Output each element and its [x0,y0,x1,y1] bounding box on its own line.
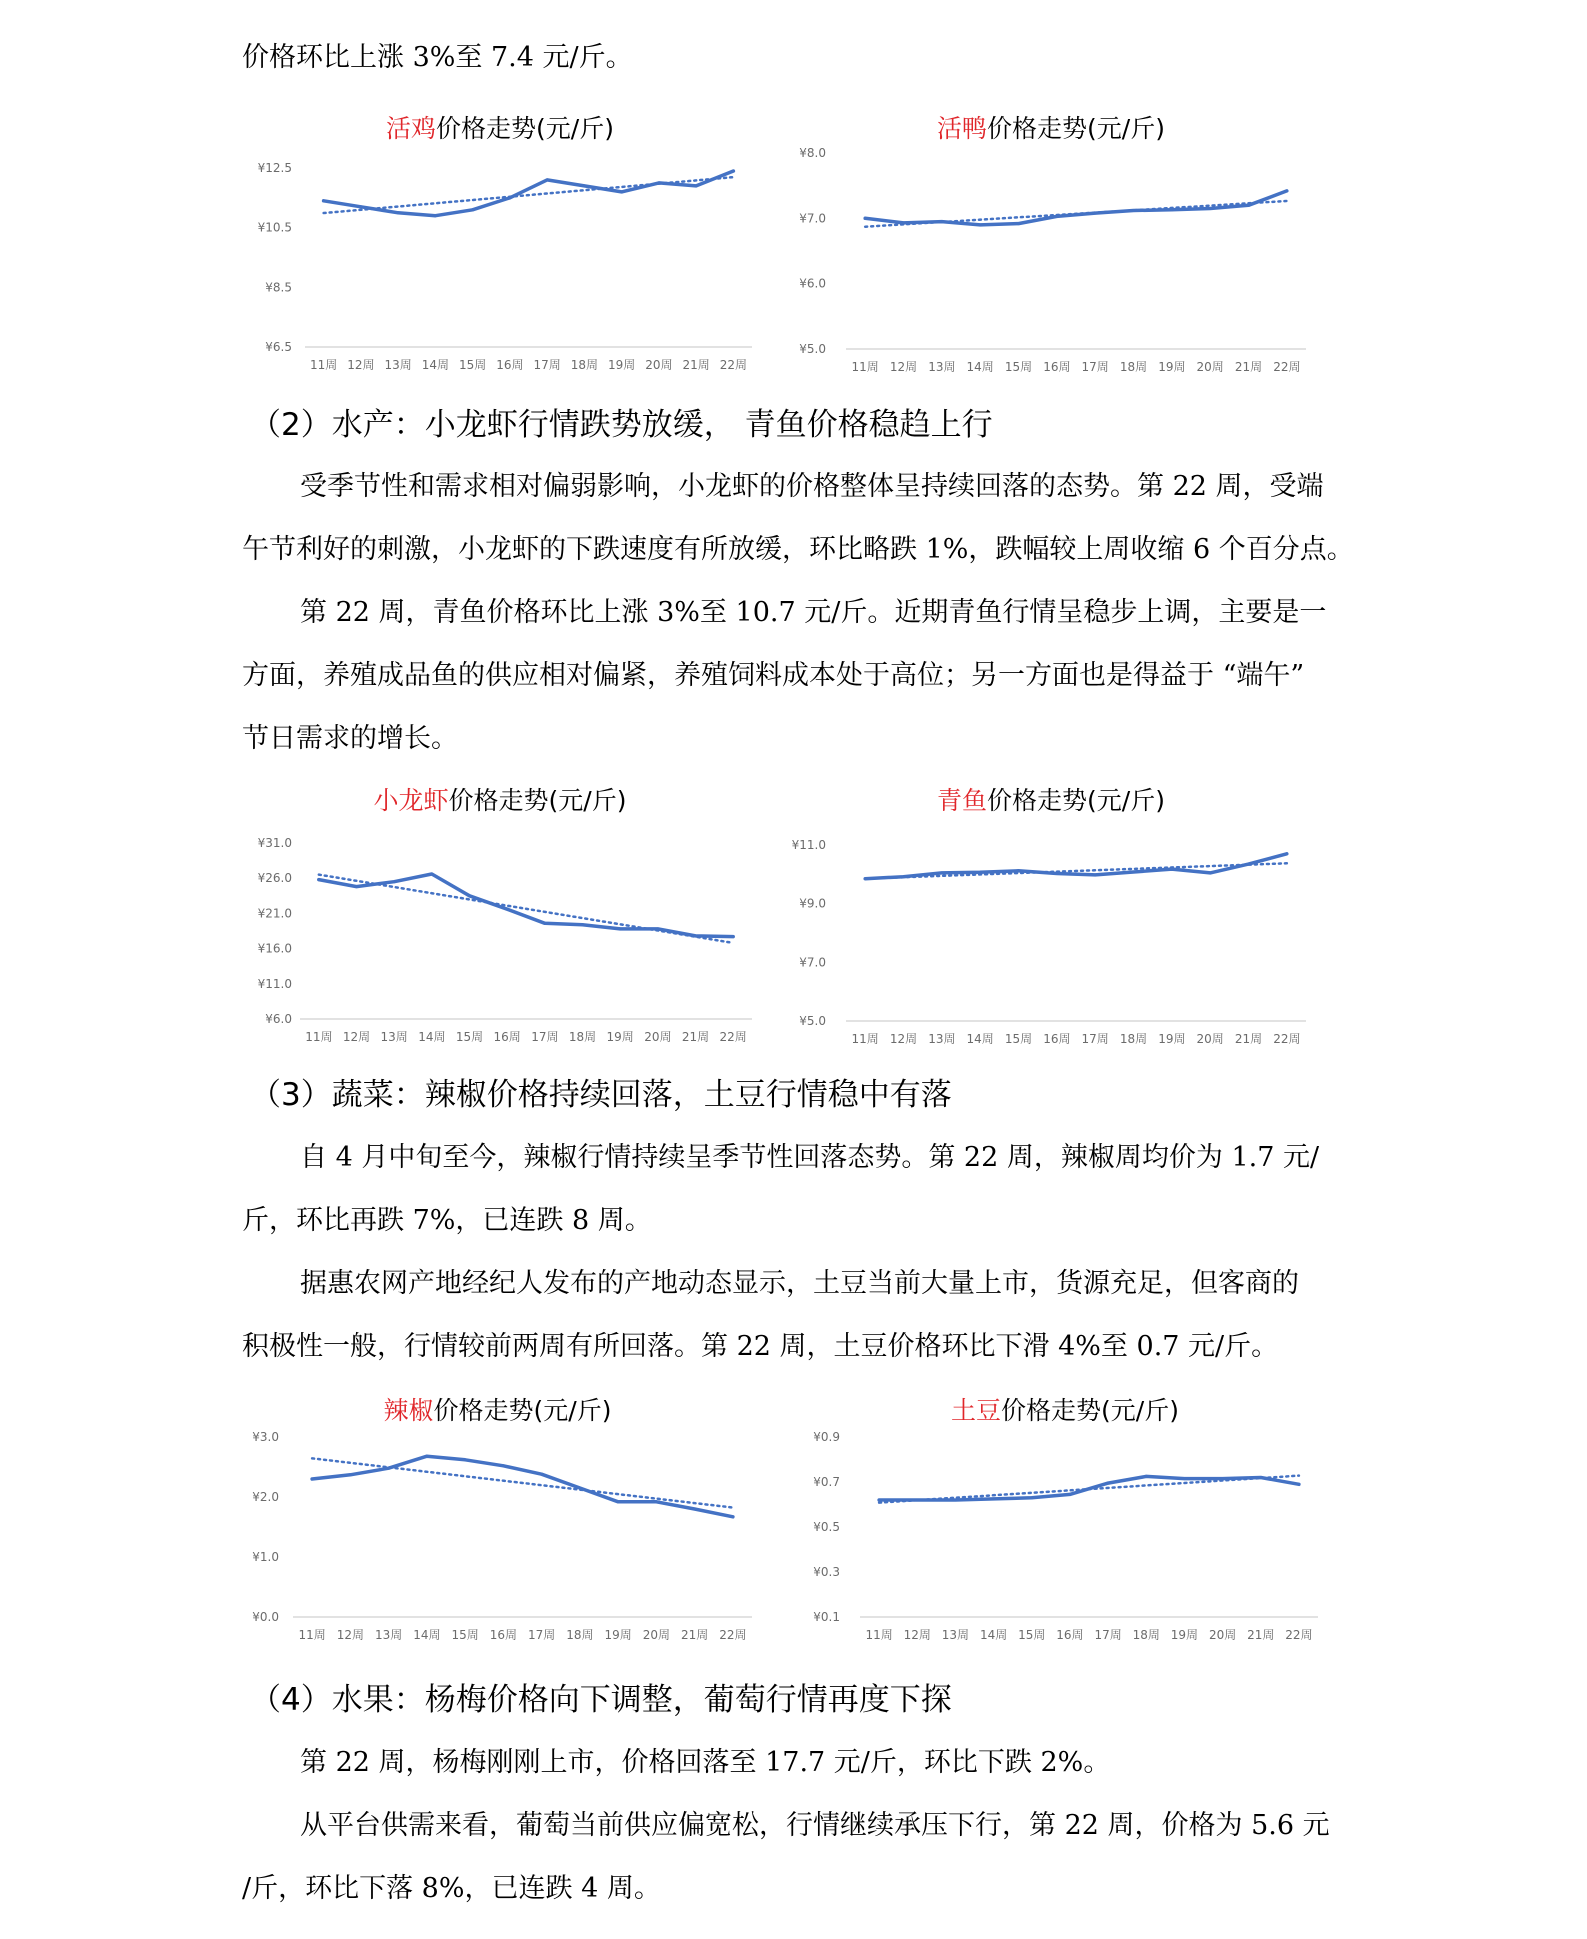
y-tick-label: ¥21.0 [257,906,292,921]
data-point [864,877,867,880]
x-tick-label: 19周 [1158,360,1186,374]
data-point [1170,208,1173,211]
x-tick-label: 16周 [1043,1032,1071,1046]
x-tick-label: 11周 [851,1032,879,1046]
x-tick-label: 12周 [342,1030,371,1044]
x-tick-label: 17周 [527,1628,556,1642]
data-point [1183,1477,1186,1480]
data-point [1297,1483,1300,1486]
x-tick-label: 13周 [384,358,412,372]
data-point [1055,215,1058,218]
x-tick-label: 16周 [489,1628,518,1642]
data-point [1017,222,1020,225]
data-point [656,927,659,930]
data-point [1209,207,1212,210]
section-heading: （3）蔬菜：辣椒价格持续回落，土豆行情稳中有落 [250,1077,952,1113]
y-tick-label: ¥11.0 [791,838,826,852]
y-tick-label: ¥0.0 [252,1610,279,1624]
x-tick-label: 18周 [1119,1032,1148,1046]
x-tick-label: 20周 [1208,1628,1237,1642]
data-point [425,1455,428,1458]
y-tick-label: ¥8.5 [265,280,292,295]
y-tick-label: ¥0.7 [813,1475,840,1489]
x-tick-label: 11周 [305,1030,333,1044]
y-tick-label: ¥10.5 [257,220,292,235]
paragraph-line: 积极性一般，行情较前两周有所回落。第 22 周，土豆价格环比下滑 4%至 0.7 元/斤。 [242,1331,1279,1362]
x-tick-label: 20周 [1196,360,1224,374]
data-point [464,1458,467,1461]
data-point [1107,1482,1110,1485]
x-tick-label: 16周 [496,358,524,372]
x-tick-label: 16周 [1056,1628,1084,1642]
x-tick-label: 17周 [1081,1032,1109,1046]
x-tick-label: 13周 [941,1628,970,1642]
live-chicken-price-chart [240,113,760,385]
data-point [1221,1477,1224,1480]
x-tick-label: 17周 [531,1030,559,1044]
x-tick-label: 20周 [644,1030,672,1044]
paragraph-line: 据惠农网产地经纪人发布的产地动态显示，土豆当前大量上市，货源充足，但客商的 [300,1268,1299,1299]
chart-title-rest: 价格走势(元/斤) [433,1396,612,1425]
x-tick-label: 18周 [568,1030,597,1044]
data-point [732,169,735,172]
x-tick-label: 13周 [380,1030,408,1044]
series-line [319,874,733,937]
data-point [695,184,698,187]
y-tick-label: ¥6.0 [265,1012,292,1026]
data-point [468,894,471,897]
x-tick-label: 19周 [607,358,636,372]
chart-title-highlight: 活鸭 [937,114,988,143]
data-point [1247,863,1250,866]
data-point [732,935,735,938]
x-tick-label: 14周 [966,1032,994,1046]
y-tick-label: ¥1.0 [252,1550,279,1564]
chart-title-highlight: 青鱼 [937,786,988,815]
live-duck-price-chart [786,113,1316,385]
x-tick-label: 22周 [1285,1628,1313,1642]
paragraph-line: 第 22 周，杨梅刚刚上市，价格回落至 17.7 元/斤，环比下跌 2%。 [300,1747,1111,1778]
y-tick-label: ¥6.5 [265,340,292,354]
data-point [397,211,400,214]
x-tick-label: 22周 [719,1030,747,1044]
y-tick-label: ¥2.0 [252,1490,279,1504]
data-point [355,885,358,888]
x-tick-label: 14周 [979,1628,1008,1642]
x-tick-label: 13周 [928,360,956,374]
x-tick-label: 11周 [298,1628,326,1642]
data-point [311,1478,314,1481]
y-tick-label: ¥26.0 [257,871,292,886]
section-heading: （4）水果：杨梅价格向下调整，葡萄行情再度下探 [250,1682,952,1718]
x-tick-label: 15周 [1004,360,1033,374]
x-tick-label: 21周 [681,1030,710,1044]
data-point [1285,189,1288,192]
data-point [1094,212,1097,215]
x-tick-label: 17周 [533,358,561,372]
y-tick-label: ¥0.9 [813,1430,840,1444]
data-point [694,934,697,937]
x-tick-label: 21周 [680,1628,709,1642]
y-tick-label: ¥6.0 [799,276,826,291]
y-tick-label: ¥0.5 [813,1520,840,1534]
data-point [1030,1496,1033,1499]
trendline [312,1458,733,1507]
x-tick-label: 16周 [493,1030,521,1044]
x-tick-label: 14周 [418,1030,446,1044]
data-point [655,1500,658,1503]
data-point [1017,869,1020,872]
data-point [349,1473,352,1476]
x-tick-label: 12周 [336,1628,365,1642]
paragraph-line: 节日需求的增长。 [242,723,458,754]
data-point [430,872,433,875]
x-tick-label: 11周 [309,358,338,372]
y-tick-label: ¥5.0 [799,342,826,356]
x-tick-label: 12周 [903,1628,931,1642]
paragraph-line: 价格环比上涨 3%至 7.4 元/斤。 [242,42,633,73]
chart-title-highlight: 辣椒 [383,1396,434,1425]
x-tick-label: 11周 [851,360,879,374]
series-line [324,171,734,216]
potato-price-chart [800,1395,1330,1665]
paragraph-line: 方面，养殖成品鱼的供应相对偏紧，养殖饲料成本处于高位；另一方面也是得益于 “端午” [242,660,1305,691]
x-tick-label: 17周 [1081,360,1109,374]
chart-title-rest: 价格走势(元/斤) [987,786,1165,815]
data-point [1259,1476,1262,1479]
x-tick-label: 18周 [1132,1628,1160,1642]
y-tick-label: ¥0.3 [813,1565,840,1579]
y-tick-label: ¥12.5 [257,161,292,175]
series-line [312,1456,733,1517]
data-point [657,181,660,184]
x-tick-label: 12周 [889,360,918,374]
x-tick-label: 14周 [413,1628,441,1642]
x-tick-label: 18周 [570,358,599,372]
x-tick-label: 12周 [347,358,375,372]
x-tick-label: 19周 [606,1030,634,1044]
chart-plot-area [240,785,760,1047]
chart-title-rest: 价格走势(元/斤) [448,786,627,815]
y-tick-label: ¥8.0 [799,146,826,160]
paragraph-line: 从平台供需来看，葡萄当前供应偏宽松，行情继续承压下行，第 22 周，价格为 5.6 元 [300,1810,1330,1841]
x-tick-label: 19周 [1170,1628,1199,1642]
data-point [540,1473,543,1476]
data-point [731,1515,734,1518]
data-point [506,908,509,911]
data-point [619,927,622,930]
data-point [359,205,362,208]
x-tick-label: 22周 [1273,360,1301,374]
x-tick-label: 21周 [1247,1628,1275,1642]
data-point [1132,209,1135,212]
chart-title-highlight: 小龙虾 [373,786,449,815]
data-point [1170,868,1173,871]
data-point [543,922,546,925]
data-point [992,1497,995,1500]
x-tick-label: 11周 [865,1628,893,1642]
series-line [879,1476,1299,1500]
x-tick-label: 18周 [1119,360,1148,374]
data-point [940,871,943,874]
data-point [578,1487,581,1490]
chart-title-highlight: 土豆 [951,1396,1002,1425]
paragraph-line: /斤，环比下落 8%，已连跌 4 周。 [242,1873,661,1904]
section-heading: （2）水产：小龙虾行情跌势放缓， 青鱼价格稳趋上行 [250,407,993,443]
x-tick-label: 19周 [1158,1032,1186,1046]
data-point [617,1500,620,1503]
y-tick-label: ¥5.0 [799,1014,826,1028]
data-point [1094,873,1097,876]
data-point [902,875,905,878]
data-point [1068,1493,1071,1496]
data-point [502,1464,505,1467]
chart-title-highlight: 活鸡 [386,114,437,143]
x-tick-label: 20周 [645,358,673,372]
data-point [1132,870,1135,873]
black-carp-price-chart [786,785,1316,1047]
chili-price-chart [235,1395,760,1665]
x-tick-label: 17周 [1094,1628,1122,1642]
y-tick-label: ¥9.0 [799,896,826,911]
chart-title-rest: 价格走势(元/斤) [1001,1396,1179,1425]
x-tick-label: 15周 [455,1030,484,1044]
data-point [902,221,905,224]
data-point [322,199,325,202]
paragraph-line: 第 22 周，青鱼价格环比上涨 3%至 10.7 元/斤。近期青鱼行情呈稳步上调，主要是一 [300,597,1327,628]
data-point [1247,204,1250,207]
data-point [434,214,437,217]
x-tick-label: 21周 [682,358,710,372]
y-tick-label: ¥16.0 [257,941,292,956]
x-tick-label: 15周 [1018,1628,1046,1642]
chart-plot-area [800,1395,1330,1665]
x-tick-label: 15周 [1004,1032,1033,1046]
x-tick-label: 22周 [719,1628,747,1642]
data-point [583,184,586,187]
data-point [878,1499,881,1502]
data-point [546,178,549,181]
crayfish-price-chart [240,785,760,1047]
paragraph-line: 午节利好的刺激，小龙虾的下跌速度有所放缓，环比略跌 1%，跌幅较上周收缩 6 个百分点。 [242,534,1354,565]
x-tick-label: 16周 [1043,360,1071,374]
data-point [864,217,867,220]
data-point [581,923,584,926]
chart-title-rest: 价格走势(元/斤) [436,114,614,143]
y-tick-label: ¥7.0 [799,955,826,970]
x-tick-label: 15周 [458,358,487,372]
x-tick-label: 21周 [1234,360,1263,374]
x-tick-label: 22周 [719,358,748,372]
data-point [1055,872,1058,875]
x-tick-label: 14周 [421,358,450,372]
x-tick-label: 15周 [451,1628,479,1642]
y-tick-label: ¥3.0 [252,1430,279,1444]
y-tick-label: ¥31.0 [257,836,292,850]
x-tick-label: 14周 [966,360,994,374]
y-tick-label: ¥11.0 [257,976,292,991]
x-tick-label: 21周 [1234,1032,1263,1046]
data-point [1145,1475,1148,1478]
x-tick-label: 19周 [604,1628,632,1642]
y-tick-label: ¥0.1 [813,1610,840,1624]
data-point [693,1508,696,1511]
data-point [979,871,982,874]
series-line [865,191,1287,225]
data-point [979,223,982,226]
data-point [940,220,943,223]
y-tick-label: ¥7.0 [799,211,826,226]
data-point [916,1499,919,1502]
data-point [508,196,511,199]
x-tick-label: 18周 [566,1628,594,1642]
chart-plot-area [786,113,1316,385]
data-point [471,208,474,211]
chart-plot-area [240,113,760,385]
chart-plot-area [786,785,1316,1047]
data-point [1209,871,1212,874]
data-point [620,190,623,193]
paragraph-line: 斤，环比再跌 7%，已连跌 8 周。 [242,1205,652,1236]
chart-title-rest: 价格走势(元/斤) [987,114,1165,143]
x-tick-label: 12周 [889,1032,918,1046]
data-point [387,1467,390,1470]
chart-plot-area [235,1395,760,1665]
paragraph-line: 受季节性和需求相对偏弱影响，小龙虾的价格整体呈持续回落的态势。第 22 周，受端 [300,471,1324,502]
data-point [393,880,396,883]
paragraph-line: 自 4 月中旬至今，辣椒行情持续呈季节性回落态势。第 22 周，辣椒周均价为 1.7 元/ [300,1142,1320,1173]
x-tick-label: 22周 [1273,1032,1301,1046]
data-point [317,878,320,881]
x-tick-label: 20周 [1196,1032,1224,1046]
data-point [954,1499,957,1502]
data-point [1285,852,1288,855]
x-tick-label: 20周 [642,1628,671,1642]
x-tick-label: 13周 [374,1628,403,1642]
x-tick-label: 13周 [928,1032,956,1046]
series-line [865,854,1287,879]
